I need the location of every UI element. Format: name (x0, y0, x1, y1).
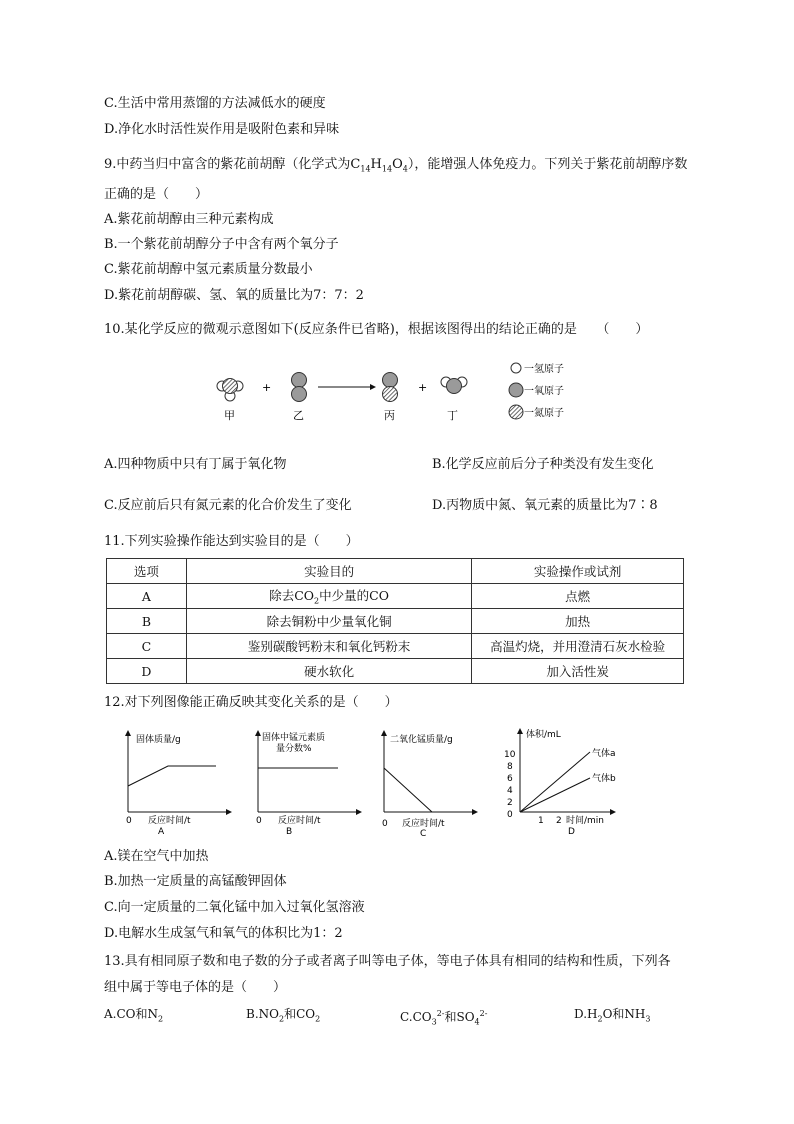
q9-stem-line2: 正确的是（ ） (104, 187, 209, 202)
svg-text:10: 10 (504, 750, 516, 760)
table-cell: 除去铜粉中少量氧化铜 (186, 609, 471, 634)
q10-stem: 10.某化学反应的微观示意图如下(反应条件已省略)，根据该图得出的结论正确的是 （ ） (104, 322, 649, 337)
graph-c-letter: C (420, 829, 427, 838)
graph-d-xlabel: 时间/min (566, 816, 605, 826)
q13-option-c: $C.CO_3^{2-}$和$SO_4^{2-}$ (400, 1009, 488, 1027)
table-row (107, 609, 684, 634)
q13-stem-line2: 组中属于等电子体的是（ ） (104, 980, 287, 995)
q9-option-a: A.紫花前胡醇由三种元素构成 (104, 212, 274, 227)
graph-d (500, 728, 630, 838)
graph-a-letter: A (158, 827, 165, 837)
graph-d-line-b (520, 778, 590, 812)
q10-option-c: C.反应前后只有氮元素的化合价发生了变化 (104, 498, 352, 513)
svg-text:0: 0 (126, 816, 132, 826)
table-cell: B (107, 609, 187, 634)
table-cell: 鉴别碳酸钙粉末和氧化钙粉末 (186, 634, 471, 659)
svg-text:1: 1 (538, 816, 544, 826)
table-cell: A (107, 584, 187, 609)
q11-table (106, 558, 684, 684)
legend-h: 一氢原子 (524, 364, 564, 375)
header-option: 选项 (107, 559, 187, 584)
table-cell: 硬水软化 (186, 659, 471, 684)
table-cell: 除去$CO_2$中少量的CO (186, 584, 471, 609)
q10-option-a: A.四种物质中只有丁属于氧化物 (104, 457, 287, 472)
atom-legend (509, 362, 564, 419)
q12-option-d: D.电解水生成氢气和氧气的体积比为1：2 (104, 926, 343, 941)
header-operation: 实验操作或试剂 (472, 559, 684, 584)
graph-a-ylabel: 固体质量/g (136, 735, 181, 745)
molecule-jia (217, 379, 243, 402)
table-cell: 加入活性炭 (472, 659, 684, 684)
q8-option-c: C.生活中常用蒸馏的方法减低水的硬度 (104, 96, 326, 111)
graph-a-xlabel: 反应时间/t (148, 816, 191, 826)
graph-b-xlabel: 反应时间/t (278, 816, 321, 826)
table-row (107, 584, 684, 609)
svg-text:4: 4 (507, 786, 513, 796)
table-cell: 点燃 (472, 584, 684, 609)
svg-text:0: 0 (382, 819, 388, 829)
graph-d-ylabel: 体积/mL (526, 730, 561, 740)
label-yi: 乙 (293, 409, 304, 422)
table-row (107, 634, 684, 659)
q12-option-b: B.加热一定质量的高锰酸钾固体 (104, 874, 287, 889)
molecule-ding (441, 377, 467, 394)
svg-text:0: 0 (507, 810, 513, 820)
graph-c (374, 728, 494, 838)
q13-option-d: $D.H_2O$和$NH_3$ (574, 1007, 651, 1024)
header-goal: 实验目的 (186, 559, 471, 584)
svg-text:2: 2 (507, 798, 513, 808)
graph-d-line-a (520, 752, 590, 812)
q10-reaction-diagram (200, 360, 600, 430)
label-ding: 丁 (447, 409, 458, 422)
q13-option-a: A.CO和$N_2$ (104, 1007, 164, 1024)
graph-d-series-a: 气体a (592, 749, 616, 759)
table-cell: 加热 (472, 609, 684, 634)
graph-a (118, 728, 238, 838)
label-bing: 丙 (384, 409, 395, 422)
plus-1: + (262, 381, 272, 394)
svg-text:2: 2 (556, 816, 562, 826)
graph-c-ylabel: 二氧化锰质量/g (390, 735, 453, 745)
graph-b (248, 728, 368, 838)
svg-text:6: 6 (507, 774, 513, 784)
graph-b-letter: B (286, 827, 293, 837)
graph-a-line (128, 766, 216, 786)
graph-b-ylabel2: 量分数% (276, 744, 312, 754)
q9-option-d: D.紫花前胡醇碳、氢、氧的质量比为7：7：2 (104, 288, 364, 303)
q9-option-b: B.一个紫花前胡醇分子中含有两个氧分子 (104, 237, 339, 252)
graph-b-ylabel1: 固体中锰元素质 (262, 733, 326, 743)
graph-d-letter: D (568, 827, 575, 837)
q9-option-c: C.紫花前胡醇中氢元素质量分数最小 (104, 262, 313, 277)
plus-2: + (418, 381, 428, 394)
label-jia: 甲 (224, 409, 235, 422)
legend-n: 一氮原子 (524, 408, 564, 419)
q12-option-c: C.向一定质量的二氧化锰中加入过氧化氢溶液 (104, 900, 365, 915)
graph-c-line (384, 768, 432, 812)
q13-option-b: $B.NO_2$和$CO_2$ (246, 1007, 321, 1024)
table-cell: 高温灼烧，并用澄清石灰水检验 (472, 634, 684, 659)
q8-option-d: D.净化水时活性炭作用是吸附色素和异味 (104, 122, 340, 137)
q12-stem: 12.对下列图像能正确反映其变化关系的是（ ） (104, 695, 398, 710)
svg-text:8: 8 (507, 762, 513, 772)
molecule-bing (383, 373, 398, 402)
table-header-row (107, 559, 684, 584)
graph-c-xlabel: 反应时间/t (402, 819, 445, 829)
q12-option-a: A.镁在空气中加热 (104, 849, 209, 864)
table-cell: D (107, 659, 187, 684)
q10-option-b: B.化学反应前后分子种类没有发生变化 (432, 457, 654, 472)
q13-stem-line1: 13.具有相同原子数和电子数的分子或者离子叫等电子体，等电子体具有相同的结构和性质，下列各 (104, 954, 671, 969)
table-cell: C (107, 634, 187, 659)
molecule-yi (292, 373, 307, 402)
q11-stem: 11.下列实验操作能达到实验目的是（ ） (104, 534, 359, 549)
q10-option-d: D.丙物质中氮、氧元素的质量比为7∶8 (432, 498, 658, 513)
table-row (107, 659, 684, 684)
graph-d-series-b: 气体b (592, 774, 616, 784)
svg-text:0: 0 (256, 816, 262, 826)
legend-o: 一氧原子 (524, 386, 564, 397)
q9-stem-line1: 9.中药当归中富含的紫花前胡醇（化学式为$C_{14}H_{14}O_4$），能增强人体免疫力。下列关于紫花前胡醇序数 (104, 157, 688, 174)
